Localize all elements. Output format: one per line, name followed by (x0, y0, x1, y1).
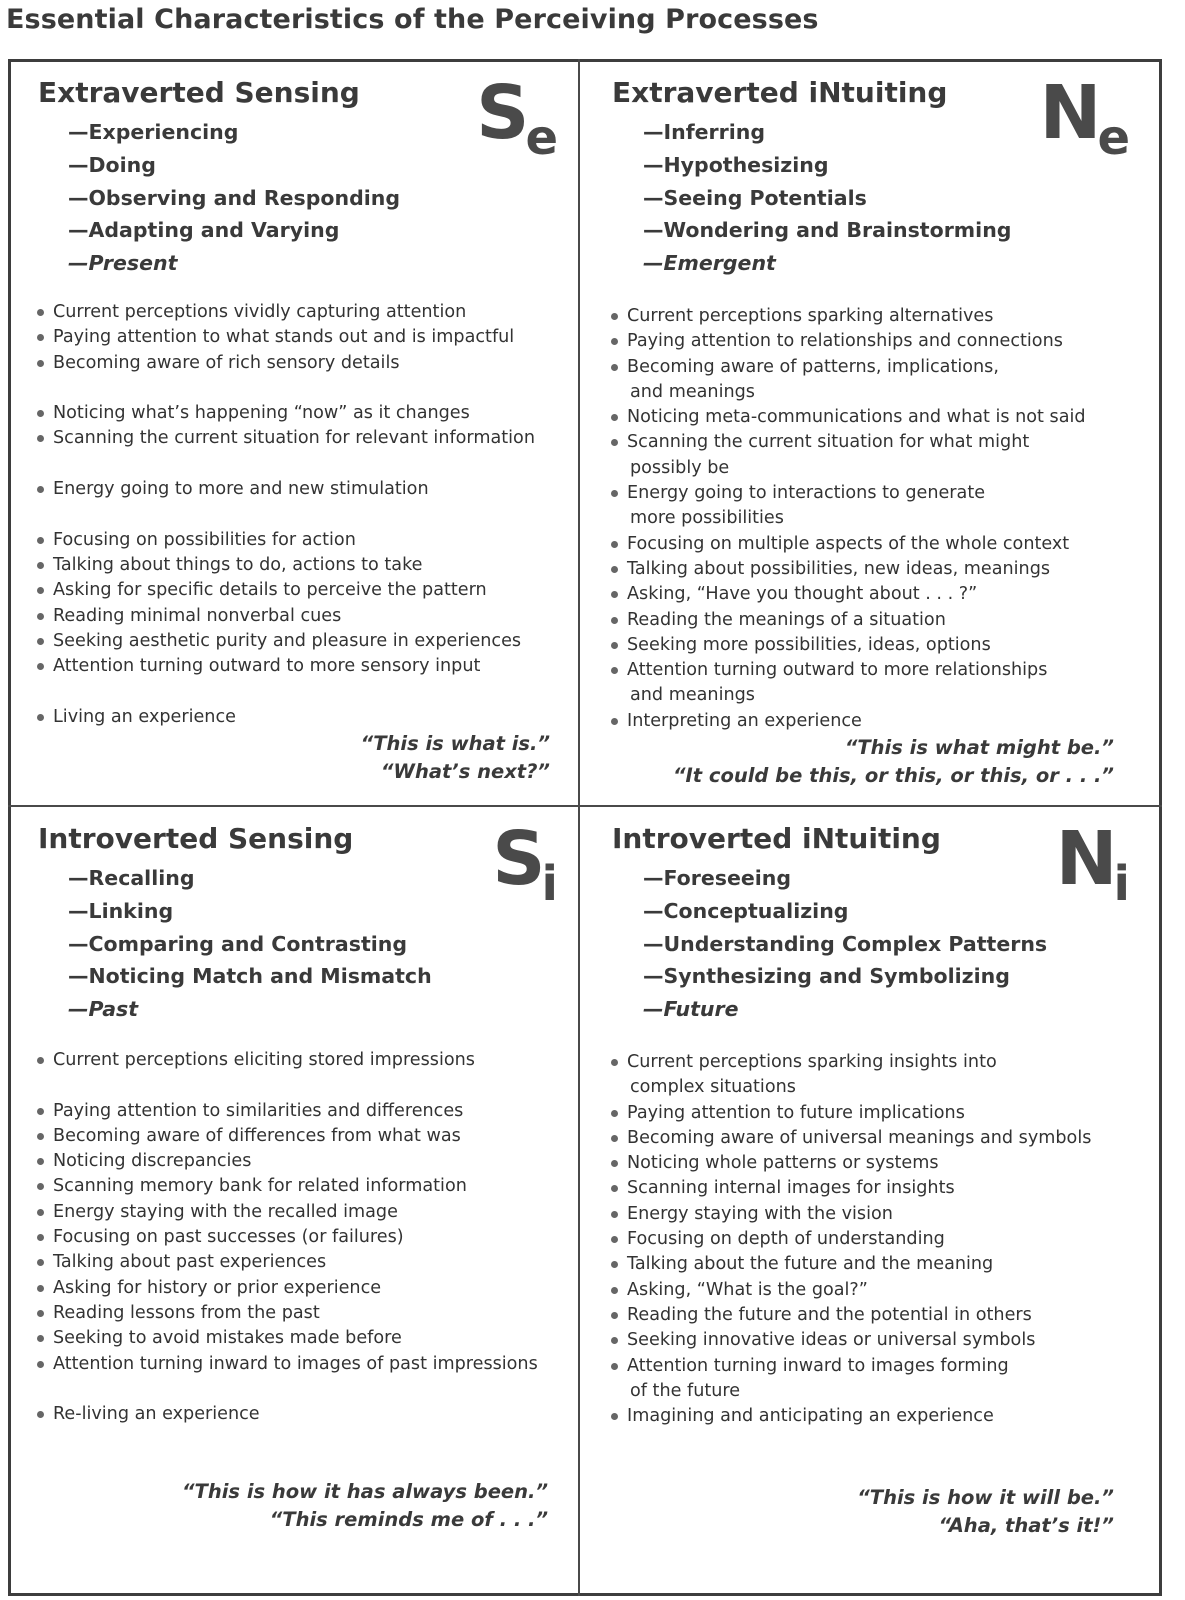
bullet-item (36, 426, 535, 451)
bullet-item (610, 1101, 1091, 1126)
verb-item: —Past (68, 997, 139, 1022)
bullet-text: Focusing on depth of understanding (627, 1229, 945, 1250)
bullet-text: Talking about past experiences (53, 1252, 327, 1273)
bullet-text: Talking about possibilities, new ideas, meanings (627, 558, 1051, 579)
bullet-text: Becoming aware of rich sensory details (53, 352, 400, 373)
quote-line: “Aha, that’s it!” (938, 1514, 1114, 1537)
bullet-item (36, 578, 535, 603)
verb-item: —Understanding Complex Patterns (643, 931, 1048, 956)
bullet-item (36, 654, 535, 679)
bullet-text: Noticing meta-communications and what is not said (627, 407, 1086, 428)
symbol-letter: S (492, 816, 544, 902)
bullet-item (36, 1048, 538, 1073)
bullet-text: Asking for specific details to perceive the pattern (53, 580, 487, 601)
quote-line: “This reminds me of . . .” (269, 1508, 548, 1531)
verb-item: —Wondering and Brainstorming (643, 218, 1012, 243)
bullet-text: Seeking innovative ideas or universal symbols (627, 1330, 1036, 1351)
verb-item: —Observing and Responding (68, 185, 401, 210)
bullet-item (610, 304, 1086, 329)
bullet-text: Seeking more possibilities, ideas, options (627, 634, 991, 655)
bullet-item (610, 1176, 1091, 1201)
quotes (673, 734, 1114, 790)
verb-item: —Foreseeing (643, 866, 792, 890)
bullet-text: Imagining and anticipating an experience (627, 1406, 994, 1427)
verb-item: —Doing (68, 152, 156, 177)
bullet-text-continued: more possibilities (630, 508, 784, 529)
bullet-item (610, 355, 1086, 406)
bullet-item (610, 1050, 1091, 1101)
characteristics-list (610, 304, 1086, 734)
quote-line: “This is what might be.” (844, 736, 1114, 759)
bullet-item (610, 633, 1086, 658)
quadrant-extraverted-sensing (10, 62, 580, 805)
bullet-text: Talking about the future and the meaning (627, 1254, 994, 1275)
quote-line: “This is what is.” (360, 732, 550, 755)
bullet-item (610, 658, 1086, 709)
quadrant-title: Introverted Sensing (38, 822, 354, 855)
bullet-text: Energy going to interactions to generate (627, 483, 986, 504)
bullet-text-continued: complex situations (630, 1077, 796, 1098)
bullet-item (36, 629, 535, 654)
characteristics-list (36, 1048, 538, 1427)
bullet-item (36, 553, 535, 578)
bullet-item (36, 300, 535, 325)
bullet-text: Energy staying with the recalled image (53, 1201, 398, 1222)
process-symbol (1055, 816, 1130, 912)
bullet-item (36, 1276, 538, 1301)
symbol-subscript: i (541, 856, 558, 912)
bullet-text: Scanning the current situation for relevant information (53, 428, 535, 449)
bullet-item (36, 1174, 538, 1199)
bullet-text: Asking for history or prior experience (53, 1277, 382, 1298)
bullet-text-continued: and meanings (630, 381, 755, 402)
bullet-text: Current perceptions eliciting stored impressions (53, 1050, 475, 1070)
bullet-text: Talking about things to do, actions to take (53, 554, 423, 575)
bullet-text: Noticing what’s happening “now” as it changes (53, 403, 470, 424)
bullet-item (36, 325, 535, 350)
verb-item: —Linking (68, 898, 174, 923)
quote-line: “This is how it has always been.” (182, 1480, 548, 1503)
bullet-item (610, 1126, 1091, 1151)
verb-list (643, 862, 1047, 1026)
verb-item: —Hypothesizing (643, 152, 829, 177)
bullet-item (610, 430, 1086, 481)
bullet-item (610, 329, 1086, 354)
bullet-text: Becoming aware of patterns, implications, (627, 356, 999, 377)
bullet-item (36, 401, 535, 426)
bullet-item (610, 709, 1086, 734)
bullet-item (36, 1225, 538, 1250)
horizontal-divider (8, 805, 1162, 807)
verb-item: —Experiencing (68, 120, 239, 144)
quadrant-title: Introverted iNtuiting (612, 822, 941, 855)
bullet-text: Seeking aesthetic purity and pleasure in experiences (53, 630, 522, 651)
bullet-item (610, 1278, 1091, 1303)
quadrant-introverted-intuiting (582, 808, 1152, 1594)
verb-item: —Inferring (643, 120, 766, 144)
bullet-text: Attention turning inward to images of past impressions (53, 1353, 538, 1374)
process-symbol (1039, 70, 1131, 166)
verb-item: —Present (68, 251, 178, 276)
quadrant-title: Extraverted iNtuiting (612, 76, 948, 109)
bullet-text: Asking, “Have you thought about . . . ?” (627, 584, 978, 605)
quadrant-title: Extraverted Sensing (38, 76, 360, 109)
bullet-item (610, 1227, 1091, 1252)
bullet-text: Paying attention to what stands out and is impactful (53, 327, 515, 348)
page-title: Essential Characteristics of the Perceiving Processes (6, 4, 819, 35)
process-symbol (476, 70, 558, 166)
verb-item: —Noticing Match and Mismatch (68, 964, 432, 989)
bullet-item (36, 1250, 538, 1275)
symbol-letter: N (1055, 816, 1116, 902)
quotes (361, 730, 550, 786)
characteristics-list (36, 300, 535, 730)
bullet-text: Focusing on past successes (or failures) (53, 1227, 404, 1248)
verb-item: —Conceptualizing (643, 898, 849, 923)
bullet-text: Seeking to avoid mistakes made before (53, 1328, 402, 1349)
verb-list (643, 116, 1011, 280)
bullet-text: Energy going to more and new stimulation (53, 479, 429, 500)
quote-line: “It could be this, or this, or this, or . . .” (672, 764, 1114, 787)
bullet-item (36, 1326, 538, 1351)
bullet-text: Attention turning inward to images forming (627, 1355, 1009, 1376)
bullet-text: Reading lessons from the past (53, 1302, 320, 1323)
bullet-item (36, 1149, 538, 1174)
bullet-item (36, 351, 535, 376)
bullet-text: Scanning internal images for insights (627, 1178, 955, 1199)
bullet-text: Reading the future and the potential in others (627, 1304, 1032, 1325)
bullet-text: Scanning the current situation for what might (627, 432, 1030, 453)
verb-list (68, 862, 432, 1026)
bullet-item (610, 1328, 1091, 1353)
verb-item: —Adapting and Varying (68, 218, 340, 243)
bullet-item (36, 1402, 538, 1427)
bullet-text: Current perceptions vividly capturing attention (53, 302, 467, 322)
bullet-text: Paying attention to future implications (627, 1102, 965, 1123)
bullet-text: Noticing discrepancies (53, 1151, 252, 1172)
verb-item: —Synthesizing and Symbolizing (643, 964, 1010, 989)
bullet-item (610, 1354, 1091, 1405)
bullet-text: Asking, “What is the goal?” (627, 1279, 868, 1300)
symbol-letter: N (1039, 70, 1100, 156)
bullet-text: Attention turning outward to more relationships (627, 660, 1048, 681)
verb-item: —Seeing Potentials (643, 185, 867, 210)
bullet-item (36, 477, 535, 502)
process-symbol (492, 816, 558, 912)
bullet-item (610, 557, 1086, 582)
bullet-text: Reading the meanings of a situation (627, 609, 946, 630)
bullet-text: Interpreting an experience (627, 710, 862, 731)
bullet-item (610, 608, 1086, 633)
bullet-item (610, 582, 1086, 607)
quadrant-introverted-sensing (10, 808, 580, 1594)
bullet-text: Living an experience (53, 706, 236, 727)
bullet-text-continued: and meanings (630, 685, 755, 706)
symbol-letter: S (476, 70, 528, 156)
verb-item: —Future (643, 997, 739, 1022)
bullet-item (36, 1124, 538, 1149)
bullet-text: Becoming aware of universal meanings and symbols (627, 1127, 1092, 1148)
bullet-item (36, 1099, 538, 1124)
bullet-item (610, 1303, 1091, 1328)
symbol-subscript: i (1113, 856, 1130, 912)
symbol-subscript: e (1097, 110, 1130, 166)
verb-list (68, 116, 400, 280)
bullet-text: Scanning memory bank for related information (53, 1176, 467, 1197)
bullet-text: Current perceptions sparking insights into (627, 1052, 997, 1072)
characteristics-list (610, 1050, 1091, 1429)
bullet-item (36, 705, 535, 730)
quote-line: “This is how it will be.” (857, 1486, 1114, 1509)
bullet-item (610, 405, 1086, 430)
bullet-item (610, 532, 1086, 557)
bullet-text: Energy staying with the vision (627, 1203, 893, 1224)
bullet-text: Focusing on multiple aspects of the whole context (627, 533, 1070, 554)
bullet-text: Paying attention to relationships and connections (627, 331, 1063, 352)
verb-item: —Recalling (68, 866, 195, 890)
verb-item: —Emergent (643, 251, 776, 276)
bullet-text-continued: of the future (630, 1380, 741, 1401)
bullet-text: Noticing whole patterns or systems (627, 1153, 939, 1174)
bullet-item (610, 1252, 1091, 1277)
bullet-text: Attention turning outward to more sensory input (53, 656, 481, 677)
bullet-item (36, 1352, 538, 1377)
bullet-text: Becoming aware of differences from what was (53, 1125, 461, 1146)
bullet-text: Focusing on possibilities for action (53, 529, 356, 550)
bullet-text: Current perceptions sparking alternatives (627, 306, 994, 326)
quotes (857, 1484, 1114, 1540)
bullet-item (36, 1301, 538, 1326)
verb-item: —Comparing and Contrasting (68, 931, 408, 956)
quote-line: “What’s next?” (380, 760, 550, 783)
symbol-subscript: e (525, 110, 558, 166)
bullet-text: Paying attention to similarities and differences (53, 1100, 464, 1121)
bullet-item (610, 1151, 1091, 1176)
quadrant-extraverted-intuiting (582, 62, 1152, 805)
bullet-text-continued: possibly be (630, 457, 730, 478)
bullet-item (610, 1404, 1091, 1429)
bullet-item (610, 1202, 1091, 1227)
bullet-item (36, 1200, 538, 1225)
bullet-item (36, 528, 535, 553)
bullet-item (610, 481, 1086, 532)
bullet-text: Reading minimal nonverbal cues (53, 605, 342, 626)
bullet-text: Re-living an experience (53, 1404, 260, 1425)
quotes (182, 1478, 548, 1534)
bullet-item (36, 604, 535, 629)
